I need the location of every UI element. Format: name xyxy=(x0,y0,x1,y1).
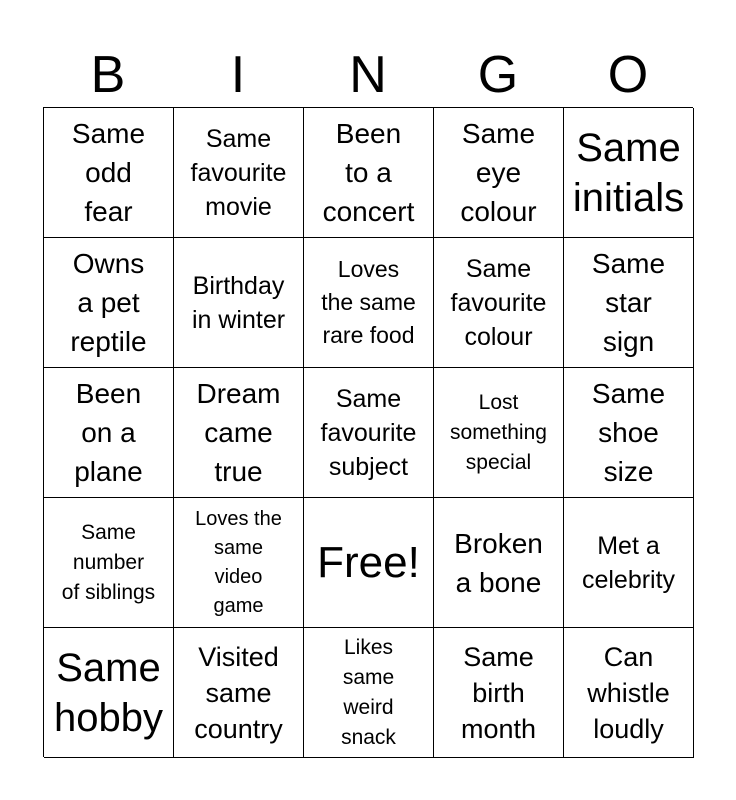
header-letter-o: O xyxy=(607,46,649,104)
bingo-cell-free xyxy=(304,498,434,628)
bingo-cell-r3c2 xyxy=(174,368,304,498)
cell-text: Met a celebrity xyxy=(581,531,676,594)
bingo-cell-r1c1 xyxy=(44,108,174,238)
cell-text: Broken a bone xyxy=(454,527,543,598)
cell-text: Likes same weird snack xyxy=(341,635,396,749)
bingo-cell-r5c2 xyxy=(174,628,304,758)
bingo-cell-r2c4 xyxy=(434,238,564,368)
cell-text: Same birth month xyxy=(460,641,537,744)
header-letter-n: N xyxy=(349,46,387,104)
bingo-cell-r1c3 xyxy=(304,108,434,238)
cell-text: Same favourite movie xyxy=(190,124,287,221)
cell-text: Same eye colour xyxy=(460,118,537,227)
bingo-cell-r5c5 xyxy=(564,628,694,758)
header-letter-i: I xyxy=(230,46,246,104)
bingo-cell-r3c3 xyxy=(304,368,434,498)
cell-text: Loves the same video game xyxy=(195,507,282,617)
header-letter-g: G xyxy=(477,46,519,104)
bingo-cell-r4c2 xyxy=(174,498,304,628)
cell-text: Same initials xyxy=(572,125,685,220)
cell-text: Been to a concert xyxy=(322,118,415,227)
bingo-cell-r2c2 xyxy=(174,238,304,368)
header-letter-b: B xyxy=(90,46,126,104)
bingo-cell-r2c1 xyxy=(44,238,174,368)
bingo-cell-r3c4 xyxy=(434,368,564,498)
cell-text: Owns a pet reptile xyxy=(70,248,147,357)
cell-text: Loves the same rare food xyxy=(321,256,416,348)
bingo-cell-r1c4 xyxy=(434,108,564,238)
bingo-cell-r5c4 xyxy=(434,628,564,758)
bingo-cell-r5c1 xyxy=(44,628,174,758)
cell-text: Dream came true xyxy=(196,378,281,487)
bingo-cell-r4c5 xyxy=(564,498,694,628)
cell-text: Same number of siblings xyxy=(61,520,156,604)
cell-text: Lost something special xyxy=(450,390,547,474)
bingo-header xyxy=(43,44,693,106)
cell-text: Same odd fear xyxy=(71,118,146,227)
cell-text: Free! xyxy=(317,537,420,587)
bingo-cell-r1c5 xyxy=(564,108,694,238)
bingo-cell-r1c2 xyxy=(174,108,304,238)
cell-text: Same hobby xyxy=(54,645,163,740)
bingo-cell-r5c3 xyxy=(304,628,434,758)
bingo-cell-r3c5 xyxy=(564,368,694,498)
cell-text: Birthday in winter xyxy=(191,271,286,334)
cell-text: Visited same country xyxy=(194,641,283,744)
bingo-cell-r2c5 xyxy=(564,238,694,368)
bingo-cell-r4c4 xyxy=(434,498,564,628)
bingo-cell-r3c1 xyxy=(44,368,174,498)
cell-text: Same favourite subject xyxy=(320,384,417,481)
bingo-cell-r2c3 xyxy=(304,238,434,368)
cell-text: Same shoe size xyxy=(591,378,666,487)
cell-text: Been on a plane xyxy=(74,378,143,487)
cell-text: Same star sign xyxy=(591,248,666,357)
cell-text: Same favourite colour xyxy=(450,254,547,351)
cell-text: Can whistle loudly xyxy=(587,641,670,744)
bingo-cell-r4c1 xyxy=(44,498,174,628)
bingo-grid xyxy=(43,107,693,757)
